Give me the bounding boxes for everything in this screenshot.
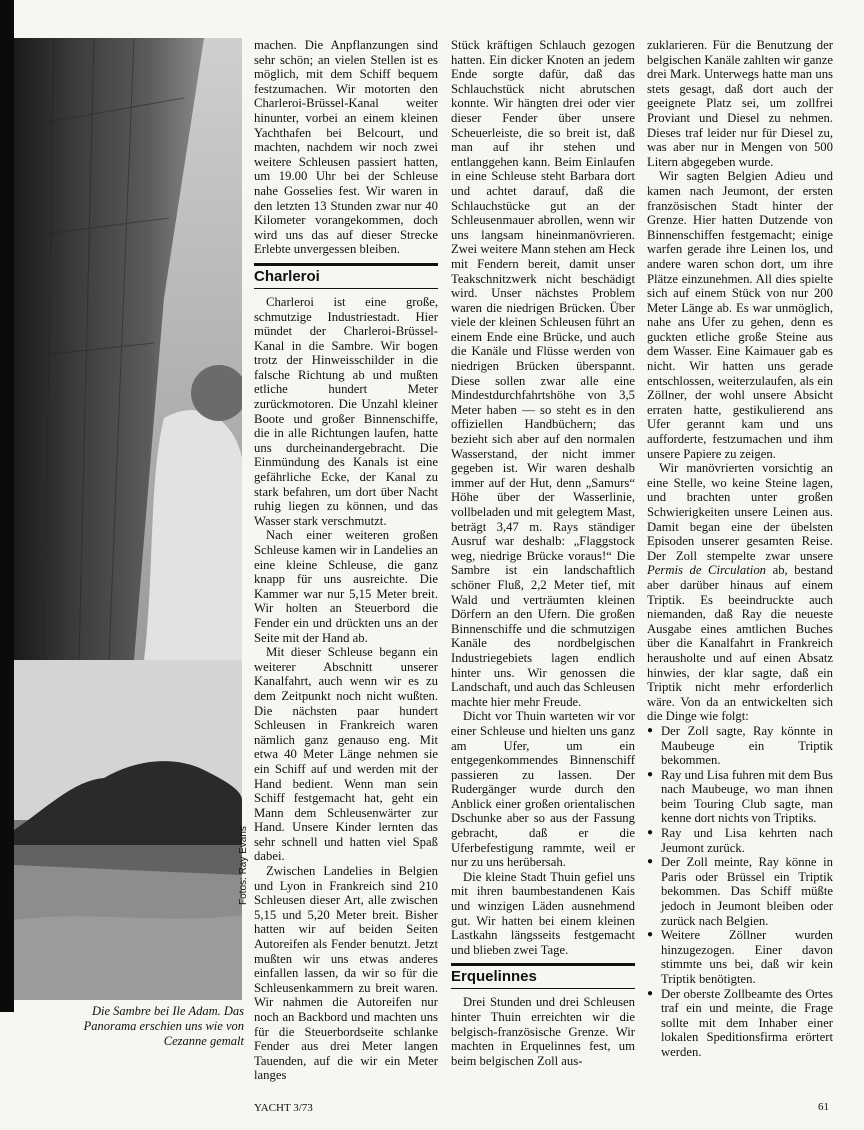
column-3 bbox=[647, 38, 833, 1060]
text-run: ab, bestand aber darüber hinaus auf einem Triptik. Es beeindruckte auch niemanden, daß Ray die neueste Ausgabe eines amtlichen Buches über die Kanalfahrt in Frankreich herausholte und auf einen Absatz hinwies, der klar sagte, daß ein Triptik nicht mehr erforderlich wäre. Von da an entwickelten sich die Dinge wie folgt: bbox=[647, 563, 833, 724]
list-item: ● Der oberste Zollbeamte des Ortes traf ein und meinte, die Frage sollte mit dem Inhaber einer lokalen Speditionsfirma erörtert werden. bbox=[647, 987, 833, 1060]
paragraph: Dicht vor Thuin warteten wir vor einer Schleuse und hielten uns ganz am Ufer, um ein entgegenkommendes Binnenschiff passieren zu lassen. Der Rudergänger wurde durch den Anblick einer großen orientalischen Dschunke aber so aus der Fassung gebracht, daß er die Uferbefestigung rammte, weil er nur zu uns herübersah. bbox=[451, 709, 635, 870]
column-1 bbox=[254, 38, 438, 1083]
page-number: 61 bbox=[818, 1101, 829, 1113]
paragraph: Mit dieser Schleuse begann ein weiterer Abschnitt unserer Kanalfahrt, auch wenn wir es zu dem Zeitpunkt noch nicht wußten. Die nächsten paar hundert Schleusen in Frankreich waren nämlich ganz genauso eng. Mit etwa 40 Meter Länge nehmen sie ein Schiff auf und werden mit der Hand bedient. Wenn man sein Schiff festgemacht hat, geht ein Mann dem Schleusenwärter zur Hand. Unsere Kinder lernten das sehr schnell und hatten viel Spaß dabei. bbox=[254, 645, 438, 864]
paragraph: Zwischen Landelies in Belgien und Lyon in Frankreich sind 210 Schleusen dieser Art, alle zwischen 5,15 und 5,20 Meter breit. Bisher hatten wir auf beiden Seiten Autoreifen als Fender benutzt. Jetzt mußten wir uns etwas anderes einfallen lassen, da wir so für die Schleusenkammern zu breit waren. Wir nahmen die Autoreifen nur noch an Backbord und machten uns für die Steuerbordseite schlanke Fender aus drei Meter langen Tauenden, auf die wir ein Meter langes bbox=[254, 864, 438, 1083]
events-list bbox=[647, 724, 833, 1060]
paragraph: Drei Stunden und drei Schleusen hinter Thuin erreichten wir die belgisch-französische Grenze. Wir machten in Erquelinnes fest, um beim belgischen Zoll aus- bbox=[451, 995, 635, 1068]
paragraph: zuklarieren. Für die Benutzung der belgischen Kanäle zahlten wir ganze drei Mark. Unterwegs hatte man uns stets gesagt, daß dort auch der geeignete Platz sei, um zollfrei Proviant und Diesel zu nehmen. Dieses traf leider nur für Diesel zu, was aber nur in Mengen von 500 Litern abgegeben wurde. bbox=[647, 38, 833, 169]
text-run: Wir manövrierten vorsichtig an eine Stelle, wo keine Steine lagen, und brachten unter großen Schwierigkeiten unsere Leinen aus. Damit began eine der übelsten Episoden unserer gesamten Reise. Der Zoll stempelte zwar unsere bbox=[647, 461, 833, 563]
paragraph: Wir sagten Belgien Adieu und kamen nach Jeumont, der ersten französischen Stadt hinter der Grenze. Hier hatten Dutzende von Binnenschiffen festgemacht; einige warfen gerade ihre Leinen los, und andere waren schon dort, um ihre Plätze einzunehmen. All dies spielte sich auf einem Stück von nur 200 Meter Länge ab. Es war unmöglich, nahe ans Ufer zu gehen, denn es guckten etliche große Steine aus dem Wasser. Eine Kaimauer gab es nicht. Wir hatten uns gerade entschlossen, weiterzulaufen, als ein Zöllner, der wohl unsere Absicht erraten hatte, gestikulierend ans Ufer gerannt kam und uns aufforderte, festzumachen und ihm unsere Papiere zu zeigen. bbox=[647, 169, 833, 461]
photo-caption: Die Sambre bei Ile Adam. Das Panorama erschien uns wie von Cezanne gemalt bbox=[83, 1004, 244, 1048]
list-item: ● Der Zoll meinte, Ray könne in Paris oder Brüssel ein Triptik bekommen. Das Schiff müßte jedoch in Jeumont bleiben oder zurück nach Belgien. bbox=[647, 855, 833, 928]
paragraph: Charleroi ist eine große, schmutzige Industriestadt. Hier mündet der Charleroi-Brüssel-Kanal in die Sambre. Wir bogen trotz der Hinweisschilder in die falsche Richtung ab und mußten etliche hundert Meter zurückmotoren. Die Unzahl kleiner Boote und großer Binnenschiffe, die in alle Richtungen laufen, hatte uns durcheinandergebracht. Die Einmündung des Kanals ist eine gefährliche Ecke, der Kanal zu stark befahren, um dort über Nacht ruhig liegen zu können, und das Wasser stark verschmutzt. bbox=[254, 294, 438, 528]
paragraph bbox=[647, 461, 833, 724]
magazine-footer: YACHT 3/73 bbox=[254, 1102, 313, 1114]
photo-credit: Fotos: Ray Evans bbox=[238, 826, 249, 905]
section-heading-charleroi: Charleroi bbox=[254, 263, 438, 289]
list-item: ● Der Zoll sagte, Ray könnte in Maubeuge ein Triptik bekommen. bbox=[647, 724, 833, 768]
list-item: ● Ray und Lisa fuhren mit dem Bus nach Maubeuge, wo man ihnen beim Touring Club sagte, man kenne dort nichts von Triptiks. bbox=[647, 768, 833, 826]
wall-photo bbox=[14, 38, 242, 660]
paragraph: machen. Die Anpflanzungen sind sehr schön; an vielen Stellen ist es möglich, mit dem Schiff bequem festzumachen. Wir motorten den Charleroi-Brüssel-Kanal weiter hinunter, vorbei an einem kleinen Yachthafen bei Belcourt, und machten, nachdem wir noch zwei weitere Schleusen passiert hatten, um 19.00 Uhr bei der Schleuse nahe Gosselies fest. Wir waren in den letzten 13 Stunden zwar nur 40 Kilometer vorangekommen, doch wird uns das auf dieser Strecke Erlebte unvergessen bleiben. bbox=[254, 38, 438, 257]
spine-shadow bbox=[0, 0, 14, 1012]
paragraph: Die kleine Stadt Thuin gefiel uns mit ihren baumbestandenen Kais und winzigen Läden ausnehmend gut. Wir hatten bei einem kleinen Lastkahn längsseits festgemacht und blieben zwei Tage. bbox=[451, 869, 635, 957]
column-2 bbox=[451, 38, 635, 1068]
paragraph: Nach einer weiteren großen Schleuse kamen wir in Landelies an eine kleine Schleuse, die ganz knapp für uns ausreichte. Die Kammer war nur 5,15 Meter breit. Wir holten an Steuerbord die Fender ein und drückten uns an der Seite mit der Hand ab. bbox=[254, 528, 438, 645]
paragraph: Stück kräftigen Schlauch gezogen hatten. Ein dicker Knoten an jedem Ende sorgte dafür, daß das Schlauchstück nicht abrutschen konnte. Wir hängten drei oder vier dieser Fender über unsere Scheuerleiste, die so breit ist, daß man auf ihr stehen und entlanggehen kann. Beim Einlaufen in eine Schleuse steht Barbara dort und achtet darauf, daß die Schlauchstücke gut an der Schleusenmauer abrollen, wenn wir uns langsam hineinmanövrieren. Zwei weitere Mann stehen am Heck mit Fendern bereit, damit unser Teakschnitzwerk nicht beschädigt wird. Unser nächstes Problem waren die niedrigen Brücken. Über viele der kleinen Schleusen führt an einem Ende eine Brücke, und auch die Kanäle und Flüsse werden von niedrigen Brücken überspannt. Diese sollen zwar alle eine Mindestdurchfahrtshöhe von 3,5 Meter haben — so steht es in den offiziellen Handbüchern; das bezieht sich aber auf den normalen Wasserstand, der nicht immer gegeben ist. Wir waren deshalb immer auf der Hut, denn „Samurs“ Höhe über der Wasserlinie, vollbeladen und mit gelegtem Mast, beträgt 3,47 m. Rays ständiger Ausruf war deshalb: „Flaggstock weg, niedrige Brücke voraus!“ Die Sambre ist ein landschaftlich schöner Fluß, 2,2 Meter tief, mit Wald und verträumten kleinen Dörfern an den Ufern. Die großen Binnenschiffe und die schmutzigen Kanäle des nordbelgischen Industriegebiets lagen endlich hinter uns. Wir genossen die Landschaft, und auch das Schleusen machte hier mehr Freude. bbox=[451, 38, 635, 709]
sambre-photo bbox=[14, 660, 242, 1000]
list-item: ● Weitere Zöllner wurden hinzugezogen. Einer davon stimmte uns bei, daß wir kein Triptik benötigten. bbox=[647, 928, 833, 986]
section-heading-erquelinnes: Erquelinnes bbox=[451, 963, 635, 989]
list-item: ● Ray und Lisa kehrten nach Jeumont zurück. bbox=[647, 826, 833, 855]
permis-term: Permis de Circulation bbox=[647, 563, 767, 578]
